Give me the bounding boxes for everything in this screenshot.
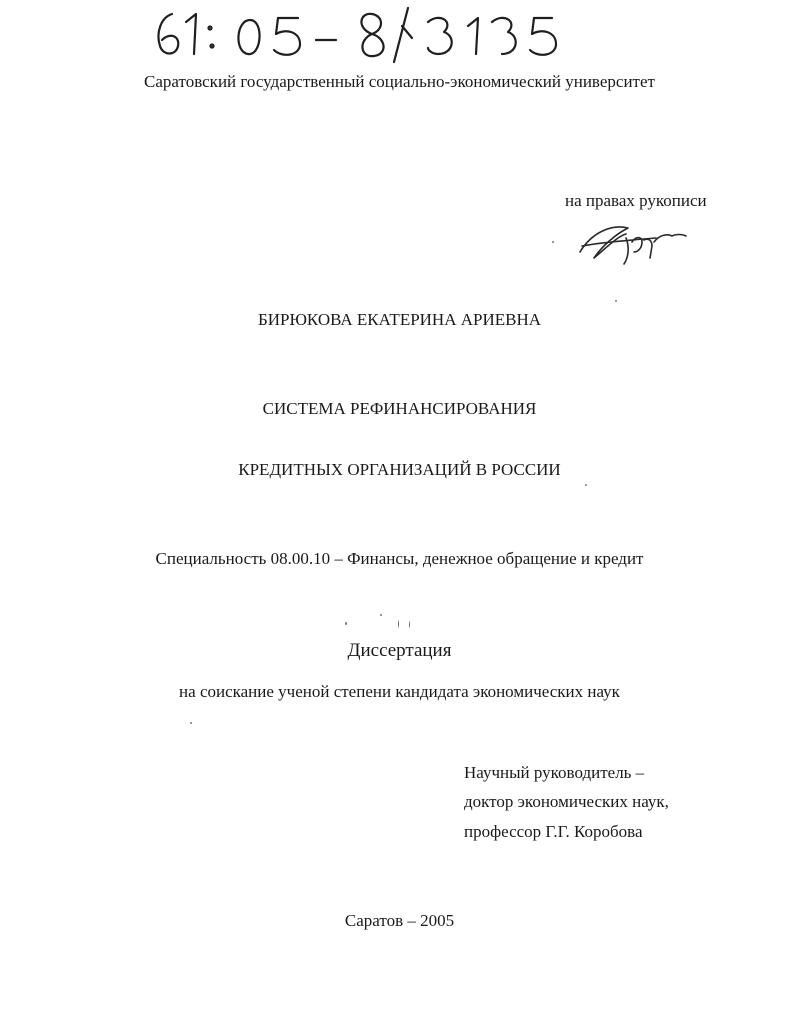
- scan-speck: [380, 614, 382, 616]
- scan-speck: [409, 621, 410, 628]
- work-type: Диссертация: [347, 640, 452, 661]
- scan-speck: [615, 300, 617, 302]
- supervisor-name: профессор Г.Г. Коробова: [464, 822, 643, 841]
- scan-speck: [345, 622, 347, 625]
- place-year: Саратов – 2005: [344, 911, 455, 930]
- manuscript-note: на правах рукописи: [565, 191, 707, 210]
- handwritten-archive-code: [150, 4, 580, 64]
- scan-speck: [190, 722, 192, 724]
- specialty: Специальность 08.00.10 – Финансы, денежное обращение и кредит: [155, 549, 644, 568]
- scan-speck: [585, 484, 587, 486]
- supervisor-degree: доктор экономических наук,: [464, 792, 669, 811]
- university-name: Саратовский государственный социально-экономический университет: [144, 72, 655, 91]
- title-line-2: КРЕДИТНЫХ ОРГАНИЗАЦИЙ В РОССИИ: [238, 460, 561, 479]
- supervisor-role: Научный руководитель –: [464, 763, 645, 782]
- signature: [572, 212, 692, 268]
- scan-speck: [398, 620, 399, 628]
- title-line-1: СИСТЕМА РЕФИНАНСИРОВАНИЯ: [262, 399, 537, 418]
- degree-purpose: на соискание ученой степени кандидата экономических наук: [179, 682, 620, 701]
- scan-speck: [552, 241, 554, 243]
- author-name: БИРЮКОВА ЕКАТЕРИНА АРИЕВНА: [257, 310, 542, 329]
